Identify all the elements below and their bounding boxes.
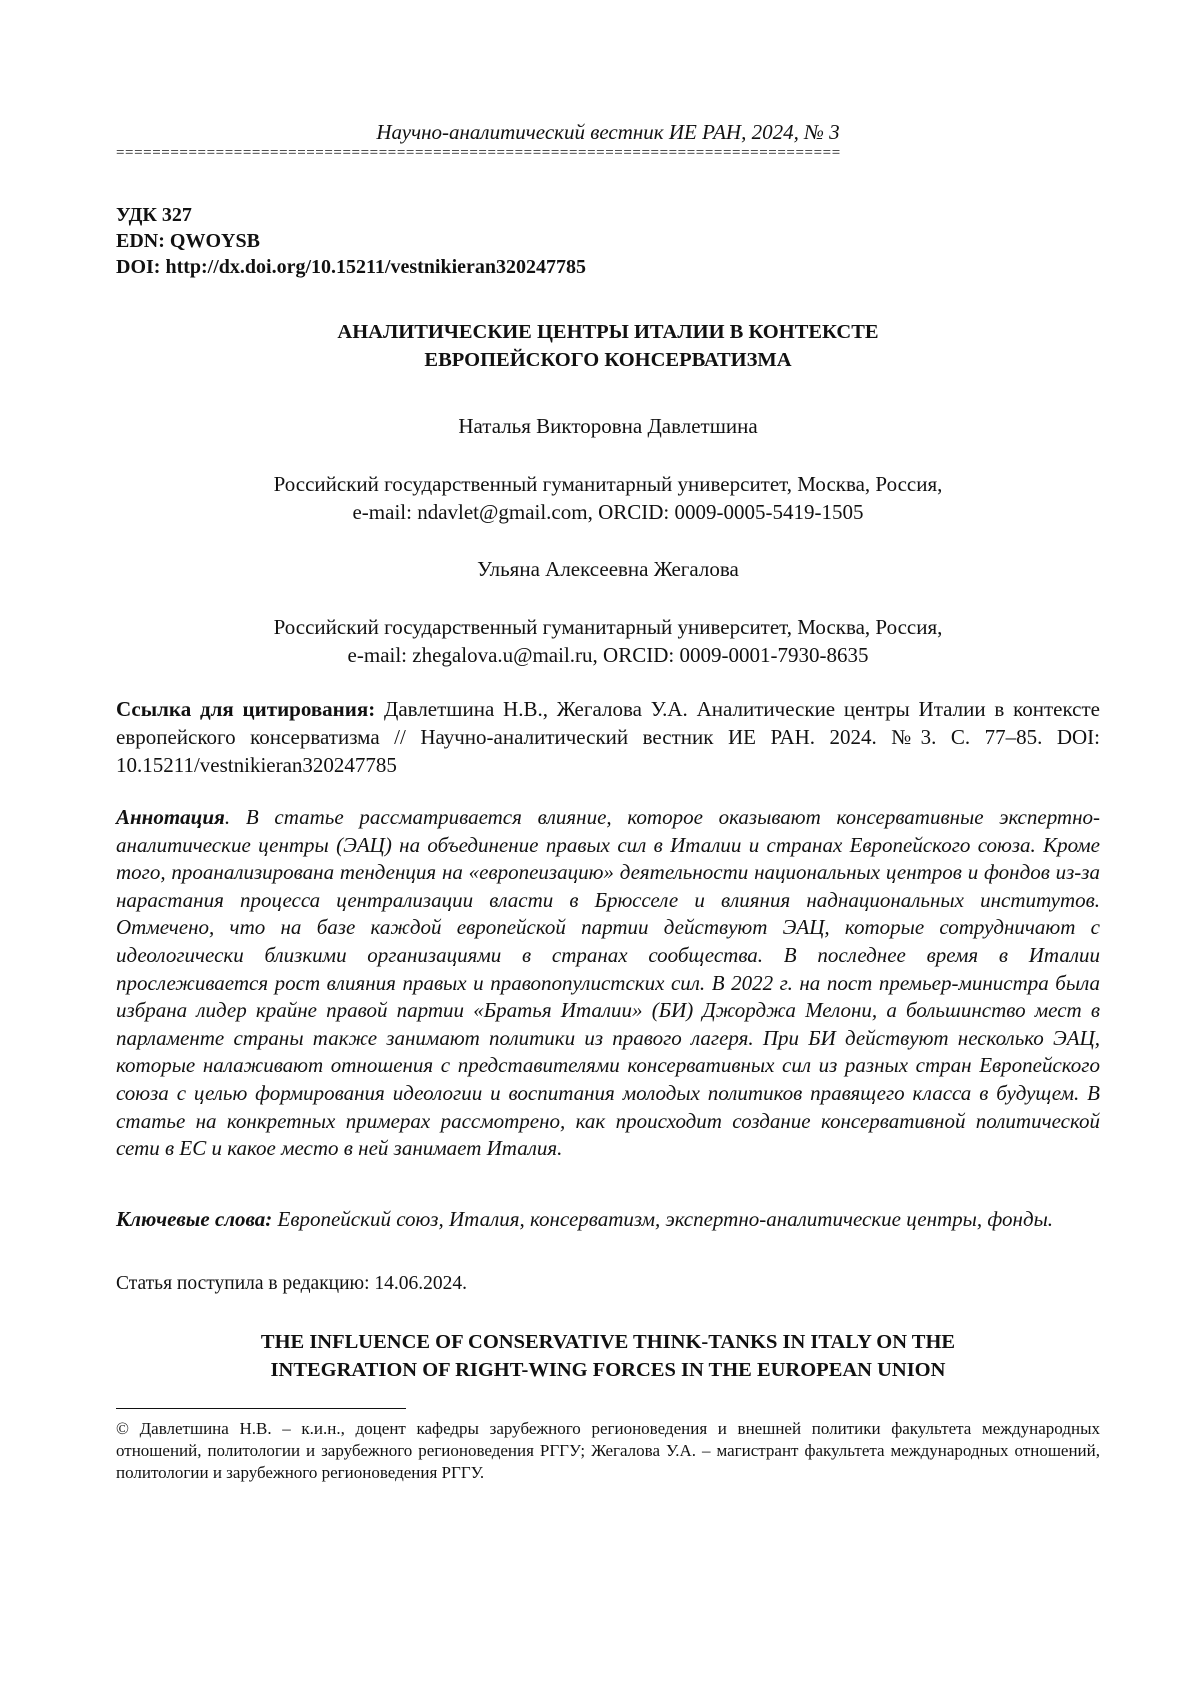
keywords-text: Европейский союз, Италия, консерватизм, экспертно-аналитические центры, фонды. <box>272 1207 1054 1231</box>
author-1-institution: Российский государственный гуманитарный университет, Москва, Россия, <box>273 472 943 496</box>
title-line-1: АНАЛИТИЧЕСКИЕ ЦЕНТРЫ ИТАЛИИ В КОНТЕКСТЕ <box>337 321 879 343</box>
abstract-label: Аннотация <box>116 805 225 829</box>
header-rule: ================================================================================ <box>116 146 841 160</box>
received-date: Статья поступила в редакцию: 14.06.2024. <box>116 1273 468 1294</box>
article-title <box>116 318 1100 374</box>
author-1-contact[interactable]: e-mail: ndavlet@gmail.com, ORCID: 0009-0005-5419-1505 <box>352 500 864 524</box>
author-2-name: Ульяна Алексеевна Жегалова <box>477 557 739 581</box>
running-head: Научно-аналитический вестник ИЕ РАН, 2024, № 3 <box>376 120 840 144</box>
doi-link[interactable]: DOI: http://dx.doi.org/10.15211/vestnikieran320247785 <box>116 256 587 278</box>
english-title-line-2: INTEGRATION OF RIGHT-WING FORCES IN THE EUROPEAN UNION <box>270 1359 946 1381</box>
author-footnote: © Давлетшина Н.В. – к.и.н., доцент кафедры зарубежного регионоведения и внешней политики факультета международных отношений, политологии и зарубежного регионоведения РГГУ; Жегалова У.А. – магистрант факультета международных отношений, политологии и зарубежного регионоведения РГГУ. <box>116 1419 1100 1482</box>
edn-code: EDN: QWOYSB <box>116 230 260 252</box>
author-1-name: Наталья Викторовна Давлетшина <box>458 414 758 438</box>
footnote-divider <box>116 1408 406 1409</box>
keywords-block <box>116 1206 1100 1234</box>
title-line-2: ЕВРОПЕЙСКОГО КОНСЕРВАТИЗМА <box>424 349 792 371</box>
author-2-contact[interactable]: e-mail: zhegalova.u@mail.ru, ORCID: 0009-0001-7930-8635 <box>347 643 869 667</box>
udk-code: УДК 327 <box>116 204 192 226</box>
citation-block <box>116 695 1100 779</box>
citation-label: Ссылка для цитирования: <box>116 697 376 721</box>
abstract-text: . В статье рассматривается влияние, которое оказывают консервативные экспертно-аналитические центры (ЭАЦ) на объединение правых сил в Италии и странах Европейского союза. Кроме того, проанализирована тенденция на «европеизацию» деятельности национальных центров и фондов из-за нарастания процесса централизации власти в Брюсселе и влияния наднациональных институтов. Отмечено, что на базе каждой европейской партии действуют ЭАЦ, которые сотрудничают с идеологически близкими организациями в странах сообщества. В последнее время в Италии прослеживается рост влияния правых и правопопулистских сил. В 2022 г. на пост премьер-министра была избрана лидер крайне правой партии «Братья Италии» (БИ) Джорджа Мелони, а большинство мест в парламенте страны также занимают политики из правого лагеря. При БИ действуют несколько ЭАЦ, которые налаживают отношения с представителями консервативных сил из разных стран Европейского союза с целью формирования идеологии и воспитания молодых политиков правящего класса в будущем. В статье на конкретных примерах рассмотрено, как происходит создание консервативной политической сети в ЕС и какое место в ней занимает Италия. <box>116 805 1100 1161</box>
author-2-affiliation <box>116 613 1100 669</box>
author-2-institution: Российский государственный гуманитарный университет, Москва, Россия, <box>273 615 943 639</box>
keywords-label: Ключевые слова: <box>116 1207 273 1231</box>
author-1-affiliation <box>116 470 1100 526</box>
abstract-block <box>116 804 1100 1163</box>
article-identifiers <box>116 202 586 280</box>
english-title <box>116 1328 1100 1384</box>
citation-text: Давлетшина Н.В., Жегалова У.А. Аналитические центры Италии в контексте европейского консерватизма // Научно-аналитический вестник ИЕ РАН. 2024. №3. С. 77–85. DOI: 10.15211/vestnikieran320247785 <box>116 697 1100 777</box>
english-title-line-1: THE INFLUENCE OF CONSERVATIVE THINK-TANKS IN ITALY ON THE <box>260 1331 956 1353</box>
